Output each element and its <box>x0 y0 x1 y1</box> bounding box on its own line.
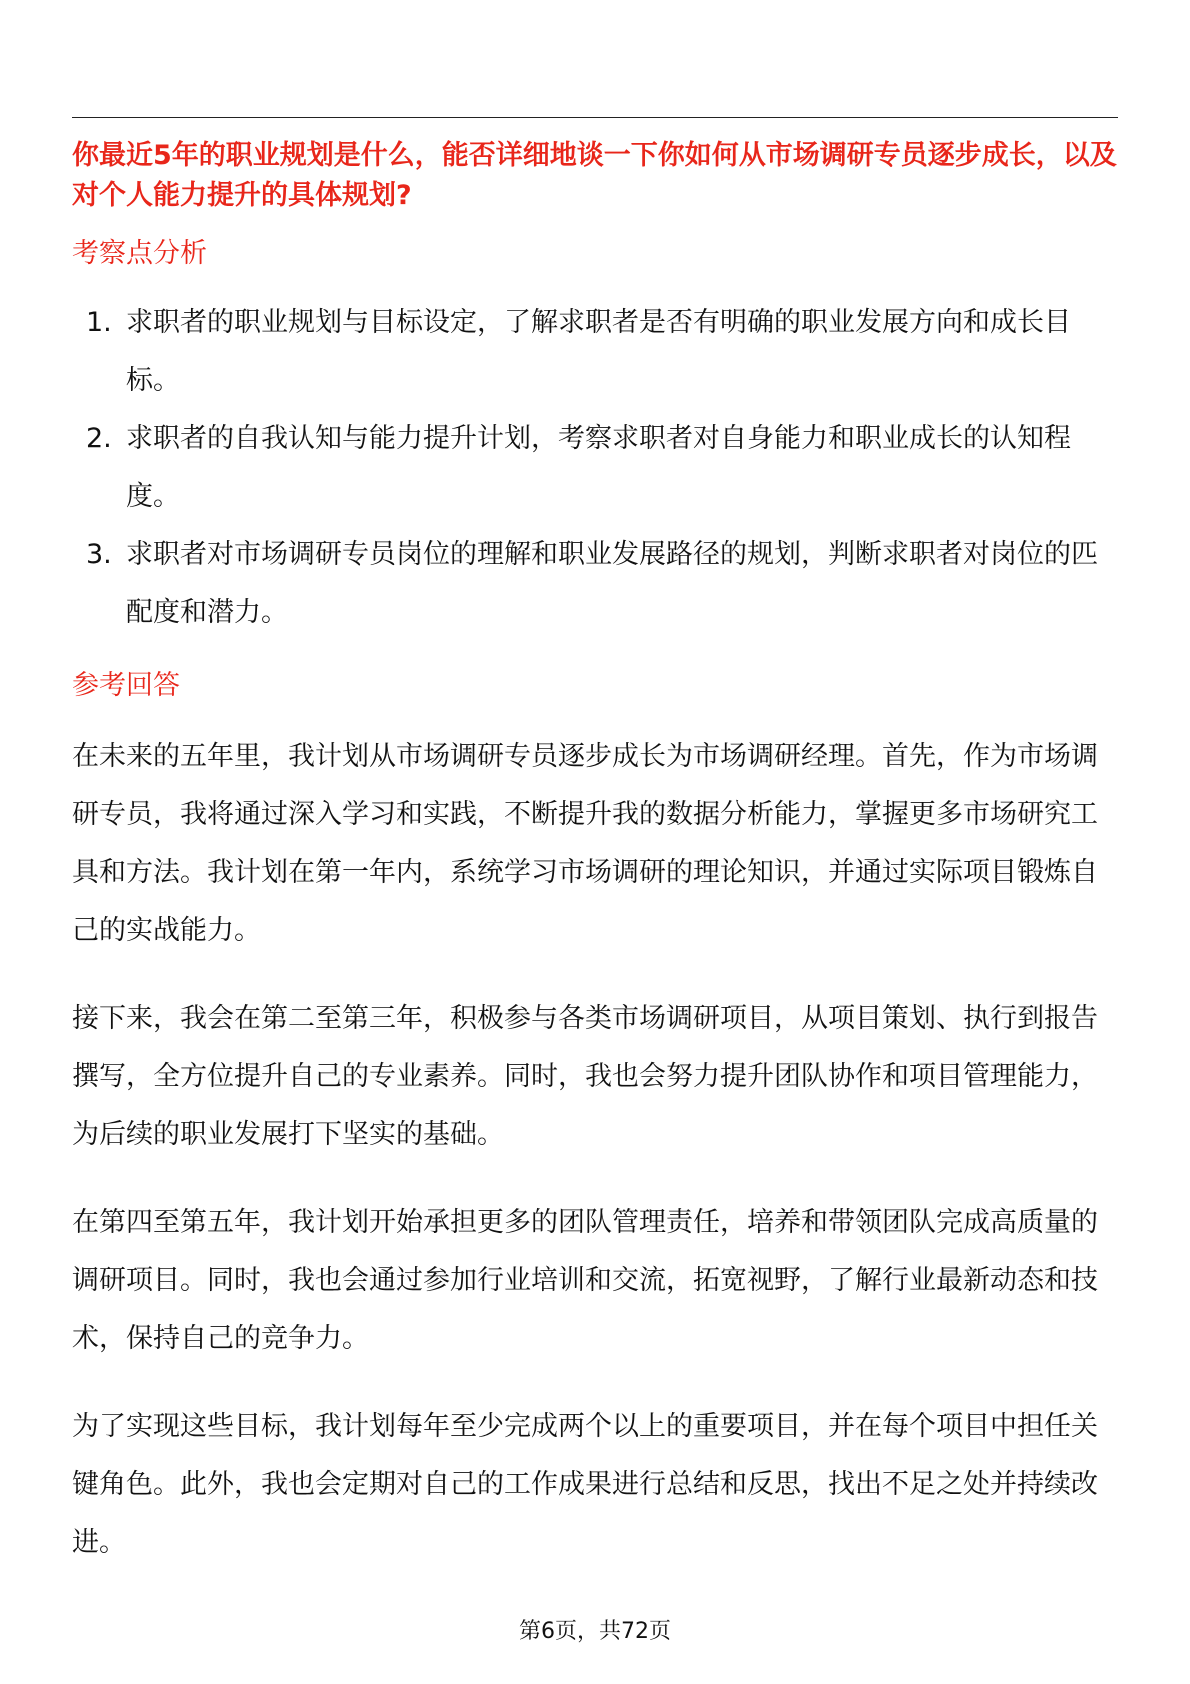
analysis-point <box>72 410 1118 526</box>
answer-paragraph: 在第四至第五年，我计划开始承担更多的团队管理责任，培养和带领团队完成高质量的调研项目。同时，我也会通过参加行业培训和交流，拓宽视野，了解行业最新动态和技术，保持自己的竞争力。 <box>72 1207 1098 1354</box>
analysis-points <box>72 294 1118 642</box>
question-title: 你最近5年的职业规划是什么，能否详细地谈一下你如何从市场调研专员逐步成长，以及对个人能力提升的具体规划? <box>72 140 1117 211</box>
answer-heading: 参考回答 <box>72 670 180 701</box>
point-number: 1. <box>86 307 112 338</box>
answer-paragraph: 接下来，我会在第二至第三年，积极参与各类市场调研项目，从项目策划、执行到报告撰写，全方位提升自己的专业素养。同时，我也会努力提升团队协作和项目管理能力，为后续的职业发展打下坚实的基础。 <box>72 1003 1098 1150</box>
page-content <box>72 136 1118 1572</box>
point-text: 求职者的自我认知与能力提升计划，考察求职者对自身能力和职业成长的认知程度。 <box>126 423 1071 512</box>
analysis-point <box>72 526 1118 642</box>
point-text: 求职者对市场调研专员岗位的理解和职业发展路径的规划，判断求职者对岗位的匹配度和潜力。 <box>126 539 1098 628</box>
point-number: 2. <box>86 423 112 454</box>
answer-paragraph: 在未来的五年里，我计划从市场调研专员逐步成长为市场调研经理。首先，作为市场调研专员，我将通过深入学习和实践，不断提升我的数据分析能力，掌握更多市场研究工具和方法。我计划在第一年内，系统学习市场调研的理论知识，并通过实际项目锻炼自己的实战能力。 <box>72 741 1098 946</box>
analysis-heading: 考察点分析 <box>72 238 207 269</box>
analysis-point <box>72 294 1118 410</box>
point-number: 3. <box>86 539 112 570</box>
point-text: 求职者的职业规划与目标设定，了解求职者是否有明确的职业发展方向和成长目标。 <box>126 307 1071 396</box>
top-divider <box>72 117 1118 118</box>
answer-paragraph: 为了实现这些目标，我计划每年至少完成两个以上的重要项目，并在每个项目中担任关键角色。此外，我也会定期对自己的工作成果进行总结和反思，找出不足之处并持续改进。 <box>72 1411 1098 1558</box>
page-number: 第6页，共72页 <box>519 1619 671 1644</box>
